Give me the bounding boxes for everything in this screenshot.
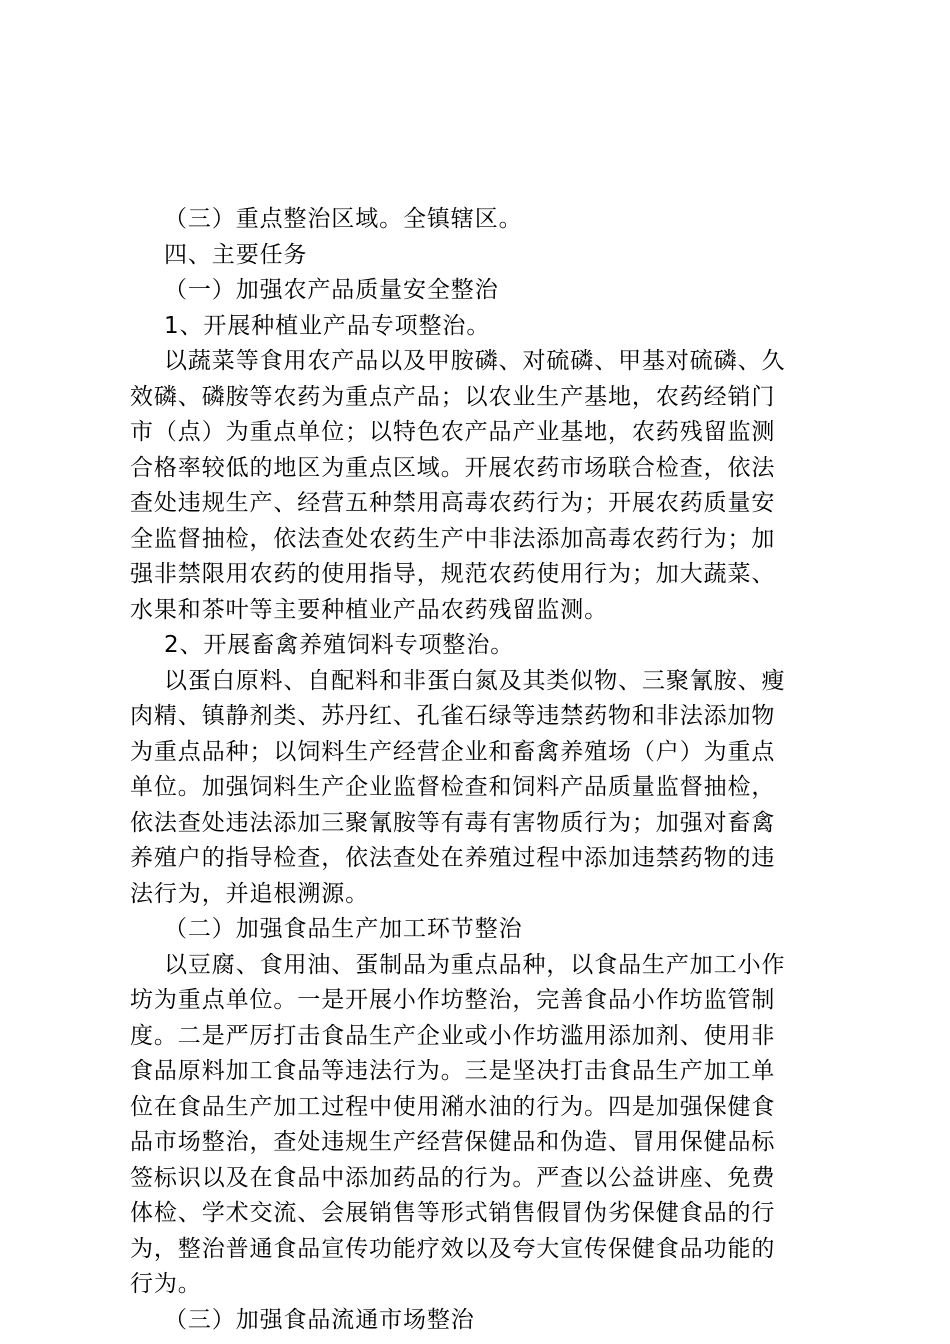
text-line: 为，整治普通食品宣传功能疗效以及夸大宣传保健食品功能的 [130,1235,776,1262]
text-line: 为重点品种；以饲料生产经营企业和畜禽养殖场（户）为重点 [130,738,776,765]
text-line: 度。二是严厉打击食品生产企业或小作坊滥用添加剂、使用非 [130,1022,776,1049]
text-line: 行为。 [130,1271,202,1297]
document-body [130,202,830,1338]
text-line: 以蔬菜等食用农产品以及甲胺磷、对硫磷、甲基对硫磷、久 [164,348,786,374]
text-line: 坊为重点单位。一是开展小作坊整治，完善食品小作坊监管制 [130,987,776,1013]
text-line: 2、开展畜禽养殖饲料专项整治。 [164,632,515,658]
text-line: 签标识以及在食品中添加药品的行为。严查以公益讲座、免费 [130,1164,776,1191]
text-line: （三）加强食品流通市场整治 [164,1306,475,1333]
text-line: 四、主要任务 [164,241,308,268]
text-line: （一）加强农产品质量安全整治 [164,277,499,303]
text-line: 食品原料加工食品等违法行为。三是坚决打击食品生产加工单 [130,1058,776,1084]
text-line: （二）加强食品生产加工环节整治 [164,916,523,942]
text-line: 依法查处违法添加三聚氰胺等有毒有害物质行为；加强对畜禽 [130,809,776,836]
text-line: 效磷、磷胺等农药为重点产品；以农业生产基地，农药经销门 [130,383,776,410]
text-line: 体检、学术交流、会展销售等形式销售假冒伪劣保健食品的行 [130,1200,776,1226]
text-line: 合格率较低的地区为重点区域。开展农药市场联合检查，依法 [130,454,776,481]
text-line: 养殖户的指导检查，依法查处在养殖过程中添加违禁药物的违 [130,845,776,871]
text-line: 强非禁限用农药的使用指导，规范农药使用行为；加大蔬菜、 [130,561,776,587]
text-line: （三）重点整治区域。全镇辖区。 [164,206,523,232]
text-line: 以蛋白原料、自配料和非蛋白氮及其类似物、三聚氰胺、瘦 [164,667,786,694]
text-line: 单位。加强饲料生产企业监督检查和饲料产品质量监督抽检， [130,774,776,800]
text-line: 法行为，并追根溯源。 [130,880,369,907]
text-line: 位在食品生产加工过程中使用潲水油的行为。四是加强保健食 [130,1093,776,1120]
text-line: 全监督抽检，依法查处农药生产中非法添加高毒农药行为；加 [130,525,776,552]
text-line: 查处违规生产、经营五种禁用高毒农药行为；开展农药质量安 [130,490,776,516]
text-line: 品市场整治，查处违规生产经营保健品和伪造、冒用保健品标 [130,1129,776,1155]
text-line: 以豆腐、食用油、蛋制品为重点品种，以食品生产加工小作 [164,951,786,978]
text-line: 肉精、镇静剂类、苏丹红、孔雀石绿等违禁药物和非法添加物 [130,703,776,729]
text-line: 市（点）为重点单位；以特色农产品产业基地，农药残留监测 [130,419,776,445]
text-line: 水果和茶叶等主要种植业产品农药残留监测。 [130,596,608,623]
text-line: 1、开展种植业产品专项整治。 [164,312,491,339]
